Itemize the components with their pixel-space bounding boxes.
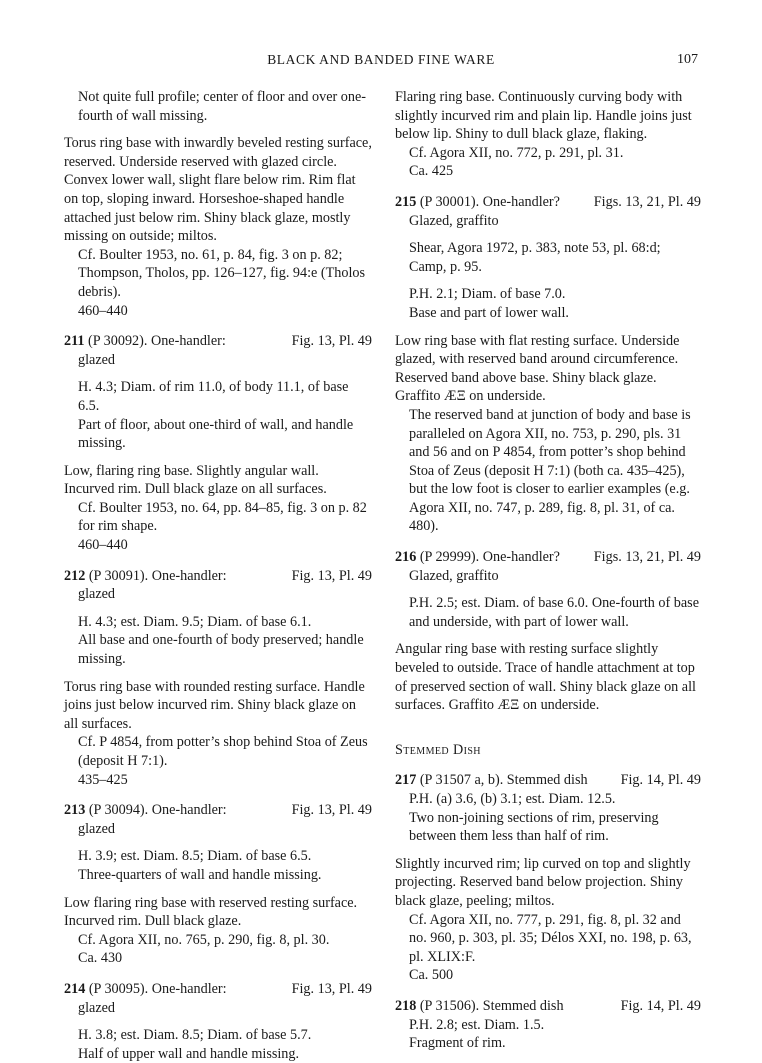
entry-number: 211: [64, 333, 85, 350]
description: Torus ring base with rounded resting surface. Handle joins just below incurved rim. Shiny black glaze on all surfaces.: [64, 678, 365, 732]
catalog-entry-215-head: [395, 193, 701, 212]
figure-reference: Fig. 14, Pl. 49: [620, 772, 701, 789]
description: Low ring base with flat resting surface. Underside glazed, with reserved band around circumference. Reserved band above base. Shiny black glaze. Graffito ÆΞ on underside.: [395, 332, 680, 405]
figure-reference: Figs. 13, 21, Pl. 49: [593, 193, 701, 210]
commentary: The reserved band at junction of body and base is paralleled on Agora XII, no. 753, p. 290, pls. 31 and 56 and on P 4854, from potter’s shop behind Stoa of Zeus (deposit H 7:1) (both ca. 435–425), but the low foot is closer to earlier examples (e.g. Agora XII, no. 747, p. 289, fig. 8, pl. 31, of ca. 480).: [409, 406, 691, 535]
date: 460–440: [78, 537, 128, 554]
entry-number: 212: [64, 567, 86, 584]
figure-reference: Fig. 14, Pl. 49: [620, 997, 701, 1014]
figure-reference: Fig. 13, Pl. 49: [291, 980, 372, 997]
entry-reference: (P 29999). One-handler?: [419, 549, 560, 566]
entry-reference: (P 30001). One-handler?: [419, 193, 560, 210]
entry-reference: (P 30094). One-handler:: [88, 802, 227, 819]
entry-subtitle: glazed: [78, 999, 116, 1016]
entry-reference: (P 31507 a, b). Stemmed dish: [419, 772, 588, 789]
entry-number: 218: [395, 997, 417, 1014]
entry-number: 215: [395, 193, 417, 210]
dimensions: P.H. (a) 3.6, (b) 3.1; est. Diam. 12.5.: [409, 791, 616, 807]
continued-text: Not quite full profile; center of floor and over one-fourth of wall missing.: [78, 89, 366, 124]
catalog-entry-217-head: [395, 771, 701, 790]
preservation: Half of upper wall and handle missing.: [78, 1045, 300, 1062]
page-number: 107: [677, 52, 698, 67]
entry-number: 214: [64, 980, 86, 997]
preservation: Fragment of rim.: [409, 1035, 506, 1052]
description: Flaring ring base. Continuously curving body with slightly incurved rim and plain lip. Handle joins just below lip. Shiny to dull black glaze, flaking.: [395, 89, 692, 143]
comparanda: Cf. Agora XII, no. 772, p. 291, pl. 31.: [409, 144, 624, 161]
entry-subtitle: Glazed, graffito: [409, 212, 499, 229]
catalog-entry-213-head: [64, 801, 372, 820]
dimensions: P.H. 2.5; est. Diam. of base 6.0. One-fourth of base and underside, with part of lower wall.: [409, 595, 699, 630]
entry-reference: (P 30092). One-handler:: [88, 333, 226, 350]
figure-reference: Fig. 13, Pl. 49: [291, 567, 372, 584]
entry-subtitle: glazed: [78, 351, 116, 368]
description: Torus ring base with inwardly beveled resting surface, reserved. Underside reserved with glazed circle. Convex lower wall, slight flare below rim. Rim flat on top, sloping inward. Horseshoe-shaped handle attached just below rim. Shiny black glaze, mostly missing on outside; miltos.: [64, 135, 372, 245]
preservation: Two non-joining sections of rim, preserving between them less than half of rim.: [409, 809, 659, 845]
dimensions: H. 4.3; est. Diam. 9.5; Diam. of base 6.1.: [78, 613, 312, 630]
left-column: [64, 88, 372, 1063]
description: Low flaring ring base with reserved resting surface. Incurved rim. Dull black glaze.: [64, 894, 358, 930]
catalog-entry-211-head: [64, 332, 372, 351]
catalog-entry-218-head: [395, 997, 701, 1016]
page-header: [0, 52, 762, 74]
entry-subtitle: Glazed, graffito: [409, 567, 499, 584]
comparanda: Cf. Agora XII, no. 765, p. 290, fig. 8, pl. 30.: [78, 931, 330, 948]
preservation: Part of floor, about one-third of wall, and handle missing.: [78, 416, 354, 452]
catalog-entry-216-head: [395, 548, 701, 567]
dimensions: H. 4.3; Diam. of rim 11.0, of body 11.1, of base 6.5.: [78, 379, 349, 414]
right-column: [395, 88, 701, 1053]
date: 460–440: [78, 302, 128, 319]
entry-number: 216: [395, 549, 417, 566]
date: Ca. 500: [409, 967, 454, 984]
catalog-entry-214-head: [64, 980, 372, 999]
preservation: Three-quarters of wall and handle missing.: [78, 866, 322, 883]
preservation: All base and one-fourth of body preserved; handle missing.: [78, 632, 364, 668]
comparanda: Cf. P 4854, from potter’s shop behind Stoa of Zeus (deposit H 7:1).: [78, 734, 368, 769]
section-heading: Stemmed Dish: [395, 741, 481, 758]
figure-reference: Fig. 13, Pl. 49: [291, 802, 372, 819]
catalog-entry-212-head: [64, 567, 372, 586]
dimensions: P.H. 2.8; est. Diam. 1.5.: [409, 1016, 545, 1033]
date: Ca. 425: [409, 163, 454, 180]
dimensions: H. 3.9; est. Diam. 8.5; Diam. of base 6.5.: [78, 848, 312, 865]
figure-reference: Figs. 13, 21, Pl. 49: [593, 549, 701, 566]
entry-number: 213: [64, 802, 86, 819]
date: Ca. 430: [78, 950, 123, 967]
entry-reference: (P 30091). One-handler:: [88, 567, 227, 584]
description: Low, flaring ring base. Slightly angular wall. Incurved rim. Dull black glaze on all surfaces.: [64, 462, 327, 498]
running-head: BLACK AND BANDED FINE WARE: [267, 52, 495, 67]
date: 435–425: [78, 771, 128, 788]
entry-reference: (P 30095). One-handler:: [88, 980, 227, 997]
preservation: Base and part of lower wall.: [409, 304, 569, 321]
entry-subtitle: glazed: [78, 586, 116, 603]
figure-reference: Fig. 13, Pl. 49: [291, 333, 372, 350]
bibliography: Shear, Agora 1972, p. 383, note 53, pl. 68:d; Camp, p. 95.: [409, 240, 661, 275]
entry-subtitle: glazed: [78, 820, 116, 837]
comparanda: Cf. Boulter 1953, no. 61, p. 84, fig. 3 on p. 82; Thompson, Tholos, pp. 126–127, fig. 94:e (Tholos debris).: [78, 246, 366, 300]
dimensions: H. 3.8; est. Diam. 8.5; Diam. of base 5.7.: [78, 1027, 312, 1044]
comparanda: Cf. Agora XII, no. 777, p. 291, fig. 8, pl. 32 and no. 960, p. 303, pl. 35; Délos XXI, no. 198, p. 63, pl. XLIX:F.: [409, 911, 692, 965]
description: Angular ring base with resting surface slightly beveled to outside. Trace of handle attachment at top of preserved section of wall. Shiny black glaze on all surfaces. Graffito ÆΞ on underside.: [395, 641, 696, 714]
entry-reference: (P 31506). Stemmed dish: [419, 997, 564, 1014]
description: Slightly incurved rim; lip curved on top and slightly projecting. Reserved band below projection. Shiny black glaze, peeling; miltos.: [395, 855, 691, 909]
dimensions: P.H. 2.1; Diam. of base 7.0.: [409, 286, 566, 303]
entry-number: 217: [395, 772, 417, 789]
comparanda: Cf. Boulter 1953, no. 64, pp. 84–85, fig. 3 on p. 82 for rim shape.: [78, 499, 367, 535]
